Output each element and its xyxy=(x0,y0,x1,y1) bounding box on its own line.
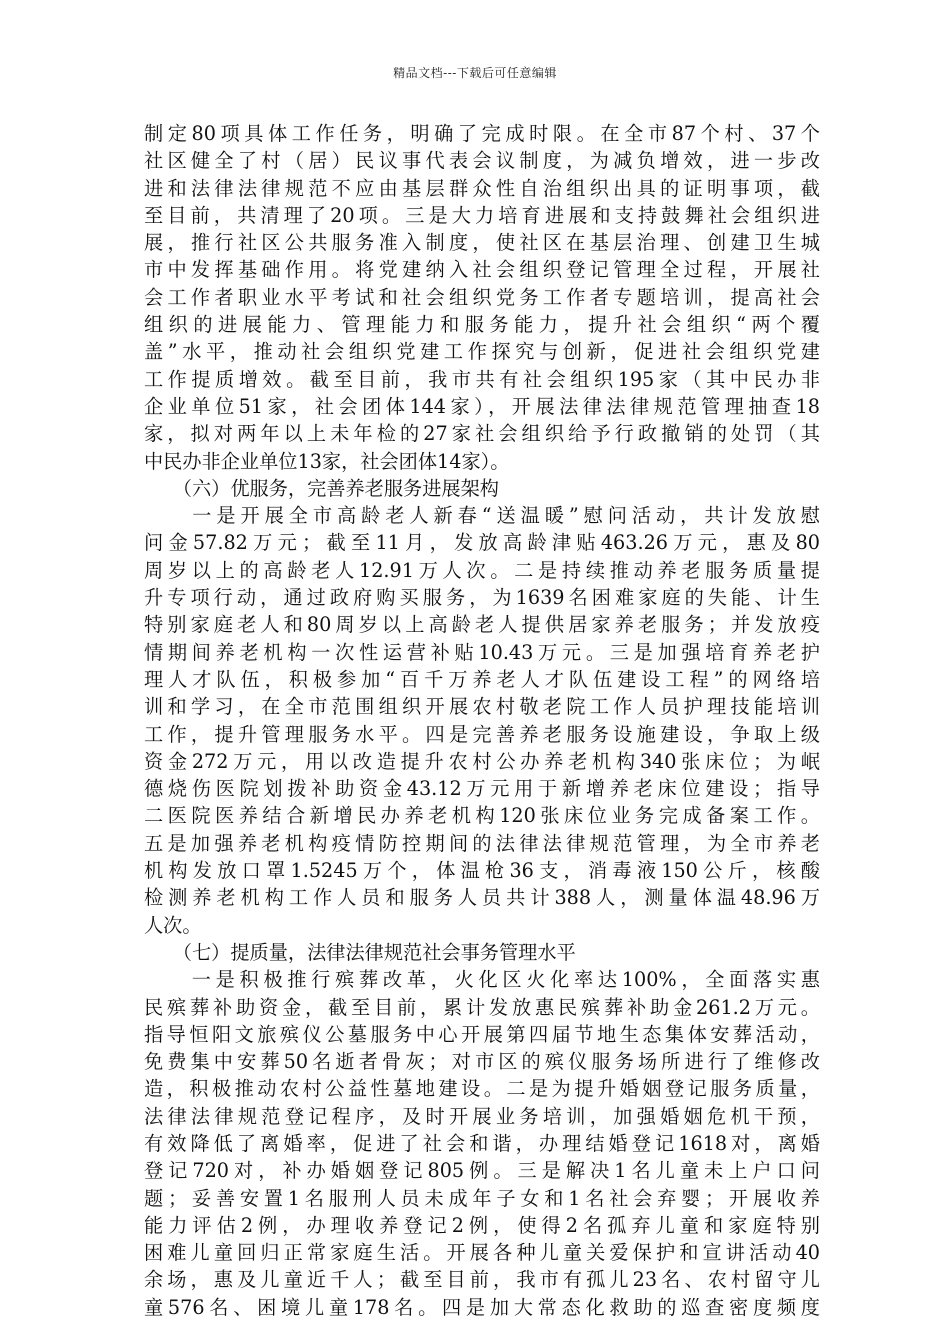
text-line: 会工作者职业水平考试和社会组织党务工作者专题培训，提高社会 xyxy=(144,285,820,309)
text-line: 情期间养老机构一次性运营补贴10.43万元。三是加强培育养老护 xyxy=(144,640,820,664)
text-line: 市中发挥基础作用。将党建纳入社会组织登记管理全过程，开展社 xyxy=(144,258,820,282)
document-body xyxy=(144,120,820,1321)
text-line: 题；妥善安置1名服刑人员未成年子女和1名社会弃婴；开展收养 xyxy=(144,1186,820,1210)
text-line: 指导恒阳文旅殡仪公墓服务中心开展第四届节地生态集体安葬活动， xyxy=(144,1022,820,1046)
text-line: 民殡葬补助资金，截至目前，累计发放惠民殡葬补助金261.2万元。 xyxy=(144,995,820,1019)
text-line: 家，拟对两年以上未年检的27家社会组织给予行政撤销的处罚（其 xyxy=(144,422,820,446)
page-header: 精品文档---下载后可任意编辑 xyxy=(393,66,557,80)
text-line: 进和法律法律规范不应由基层群众性自治组织出具的证明事项，截 xyxy=(144,176,820,200)
text-line: 登记720对，补办婚姻登记805例。三是解决1名儿童未上户口问 xyxy=(144,1159,820,1183)
text-line: 训和学习，在全市范围组织开展农村敬老院工作人员护理技能培训 xyxy=(144,695,820,719)
text-line: 至目前，共清理了20项。三是大力培育进展和支持鼓舞社会组织进 xyxy=(144,203,820,227)
section-heading: （七）提质量，法律法律规范社会事务管理水平 xyxy=(144,940,576,964)
text-line: 工作，提升管理服务水平。四是完善养老服务设施建设，争取上级 xyxy=(144,722,820,746)
text-line: 童576名、困境儿童178名。四是加大常态化救助的巡查密度频度 xyxy=(144,1295,820,1319)
text-line: 特别家庭老人和80周岁以上高龄老人提供居家养老服务；并发放疫 xyxy=(144,613,820,637)
text-line: 升专项行动，通过政府购买服务，为1639名困难家庭的失能、计生 xyxy=(144,586,820,610)
text-line: 组织的进展能力、管理能力和服务能力，提升社会组织“两个覆 xyxy=(144,313,820,337)
text-line: 工作提质增效。截至目前，我市共有社会组织195家（其中民办非 xyxy=(144,367,820,391)
text-line: 企业单位51家，社会团体144家），开展法律法律规范管理抽查18 xyxy=(144,394,820,418)
text-line: 检测养老机构工作人员和服务人员共计388人，测量体温48.96万 xyxy=(144,886,820,910)
text-line: 中民办非企业单位13家，社会团体14家）。 xyxy=(144,449,510,473)
text-line: 资金272万元，用以改造提升农村公办养老机构340张床位；为岷 xyxy=(144,749,820,773)
text-line: 问金57.82万元；截至11月，发放高龄津贴463.26万元，惠及80 xyxy=(144,531,820,555)
text-line: 盖”水平，推动社会组织党建工作探究与创新，促进社会组织党建 xyxy=(144,340,820,364)
text-line: 能力评估2例，办理收养登记2例，使得2名孤弃儿童和家庭特别 xyxy=(144,1213,820,1237)
text-line: 周岁以上的高龄老人12.91万人次。二是持续推动养老服务质量提 xyxy=(144,558,820,582)
text-line: 造，积极推动农村公益性墓地建设。二是为提升婚姻登记服务质量， xyxy=(144,1077,820,1101)
text-line: 机构发放口罩1.5245万个，体温枪36支，消毒液150公斤，核酸 xyxy=(144,859,820,883)
text-line: 免费集中安葬50名逝者骨灰；对市区的殡仪服务场所进行了维修改 xyxy=(144,1050,820,1074)
section-heading: （六）优服务，完善养老服务进展架构 xyxy=(144,476,499,500)
text-line: 一是开展全市高龄老人新春“送温暖”慰问活动，共计发放慰 xyxy=(144,504,820,528)
text-line: 人次。 xyxy=(144,913,202,937)
text-line: 制定80项具体工作任务，明确了完成时限。在全市87个村、37个 xyxy=(144,122,820,145)
text-line: 德烧伤医院划拨补助资金43.12万元用于新增养老床位建设；指导 xyxy=(144,777,820,801)
text-line: 困难儿童回归正常家庭生活。开展各种儿童关爱保护和宣讲活动40 xyxy=(144,1241,820,1265)
text-line: 社区健全了村（居）民议事代表会议制度，为减负增效，进一步改 xyxy=(144,149,820,173)
text-line: 余场，惠及儿童近千人；截至目前，我市有孤儿23名、农村留守儿 xyxy=(144,1268,820,1292)
text-line: 有效降低了离婚率，促进了社会和谐，办理结婚登记1618对，离婚 xyxy=(144,1131,820,1155)
text-line: 一是积极推行殡葬改革，火化区火化率达100%，全面落实惠 xyxy=(144,968,820,992)
text-line: 展，推行社区公共服务准入制度，使社区在基层治理、创建卫生城 xyxy=(144,231,820,255)
text-line: 法律法律规范登记程序，及时开展业务培训，加强婚姻危机干预， xyxy=(144,1104,820,1128)
text-line: 五是加强养老机构疫情防控期间的法律法律规范管理，为全市养老 xyxy=(144,831,820,855)
text-line: 二医院医养结合新增民办养老机构120张床位业务完成备案工作。 xyxy=(144,804,820,828)
text-line: 理人才队伍，积极参加“百千万养老人才队伍建设工程”的网络培 xyxy=(144,667,820,691)
